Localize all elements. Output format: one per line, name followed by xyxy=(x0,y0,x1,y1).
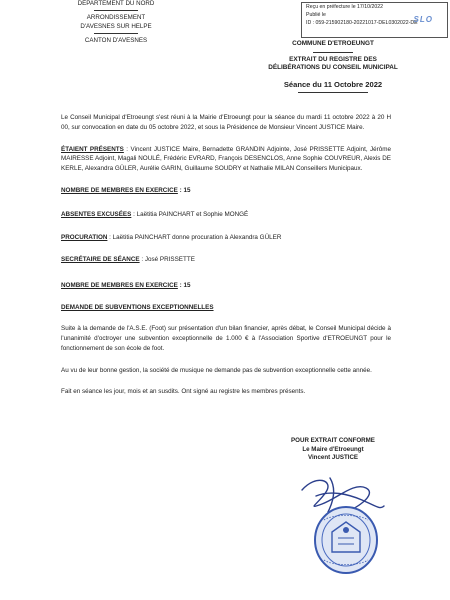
arrondissement-label-2: D'AVESNES SUR HELPE xyxy=(80,22,152,30)
mairie-seal-and-signature xyxy=(296,470,388,580)
members-value: : 15 xyxy=(177,186,191,194)
present-text: : Vincent JUSTICE Maire, Bernadette GRANDIN Adjointe, José PRISSETTE Adjoint, Jérôme MAIRESSE Adjoint, Magali NOULÉ, Frédéric EVRARD, François DESENCLOS, Anne Sophie COUVREUR, Alexis DE KERLE, Alexandra GÜLER, Aurélie GARIN, Guillaume SOUDRY et Nathalie MILAN Conseillers Municipaux. xyxy=(61,145,391,172)
canton-label: CANTON D'AVESNES xyxy=(84,37,148,45)
music-society-paragraph: Au vu de leur bonne gestion, la société de musique ne demande pas de subvention exceptionnelle cette année. xyxy=(61,366,372,374)
members-count-line xyxy=(61,186,391,196)
proxy-label: PROCURATION xyxy=(61,234,108,242)
stamp-published-line: Publié le xyxy=(306,11,326,18)
members-count-line-2 xyxy=(61,281,391,291)
subsidy-paragraph: Suite à la demande de l'A.S.E. (Foot) sur présentation d'un bilan financier, après débat, le Conseil Municipal décide à l'unanimité d'octroyer une subvention exceptionnelle de 1.000 € à l'Association Sportive d'ETROEUNGT pour le fonctionnement de son école de foot. xyxy=(61,325,391,352)
absent-text: : Laëtitia PAINCHART et Sophie MONGÉ xyxy=(131,210,249,218)
left-header xyxy=(56,0,176,45)
signature-block xyxy=(278,437,388,463)
present-label: ÉTAIENT PRÉSENTS xyxy=(61,145,124,153)
extract-title-2: DÉLIBÉRATIONS DU CONSEIL MUNICIPAL xyxy=(268,64,398,72)
members-label-2: NOMBRE DE MEMBRES EN EXERCICE xyxy=(61,281,178,289)
official-round-seal xyxy=(315,507,377,573)
department-label: DÉPARTEMENT DU NORD xyxy=(77,0,155,7)
secretary-label: SECRÉTAIRE DE SÉANCE xyxy=(61,256,140,263)
stamp-received-line: Reçu en préfecture le 17/10/2022 xyxy=(306,4,384,10)
right-header xyxy=(258,40,408,93)
document-body xyxy=(61,113,391,397)
slo-logo: SLO xyxy=(413,15,433,24)
arrondissement-label-1: ARRONDISSEMENT xyxy=(86,14,146,22)
absent-label: ABSENTES EXCUSÉES xyxy=(61,210,132,218)
stamp-id-line: ID : 059-215902180-20221017-DEL0302022-DE xyxy=(306,19,418,26)
prefecture-receipt-stamp xyxy=(301,2,448,38)
divider xyxy=(94,33,138,34)
signature-line-3: Vincent JUSTICE xyxy=(307,454,359,462)
subject-heading: DEMANDE DE SUBVENTIONS EXCEPTIONNELLES xyxy=(61,303,214,311)
session-date: Séance du 11 Octobre 2022 xyxy=(283,79,383,89)
intro-paragraph: Le Conseil Municipal d'Etroeungt s'est réuni à la Mairie d'Etroeungt pour la séance du mardi 11 octobre 2022 à 20 H 00, sur convocation en date du 05 octobre 2022, et sous la Présidence de Monsieur Vincent JUSTICE Maire. xyxy=(61,114,391,131)
closing-paragraph: Fait en séance les jour, mois et an susdits. Ont signé au registre les membres présents. xyxy=(61,388,306,396)
proxy-line xyxy=(61,233,391,243)
proxy-text: : Laëtitia PAINCHART donne procuration à Alexandra GÜLER xyxy=(107,234,282,242)
divider xyxy=(298,92,368,93)
signature-line-1: POUR EXTRAIT CONFORME xyxy=(291,437,375,444)
secretary-text: : José PRISSETTE xyxy=(139,256,195,263)
divider xyxy=(313,52,353,53)
absent-line xyxy=(61,210,391,220)
extract-title-1: EXTRAIT DU REGISTRE DES xyxy=(289,55,377,63)
divider xyxy=(94,10,138,11)
commune-title: COMMUNE D'ETROEUNGT xyxy=(292,40,374,47)
secretary-line xyxy=(61,255,391,265)
signature-line-2: Le Maire d'Etroeungt xyxy=(302,445,364,453)
members-value-2: : 15 xyxy=(177,281,191,289)
present-members-paragraph xyxy=(61,145,391,174)
members-label: NOMBRE DE MEMBRES EN EXERCICE xyxy=(61,186,178,194)
